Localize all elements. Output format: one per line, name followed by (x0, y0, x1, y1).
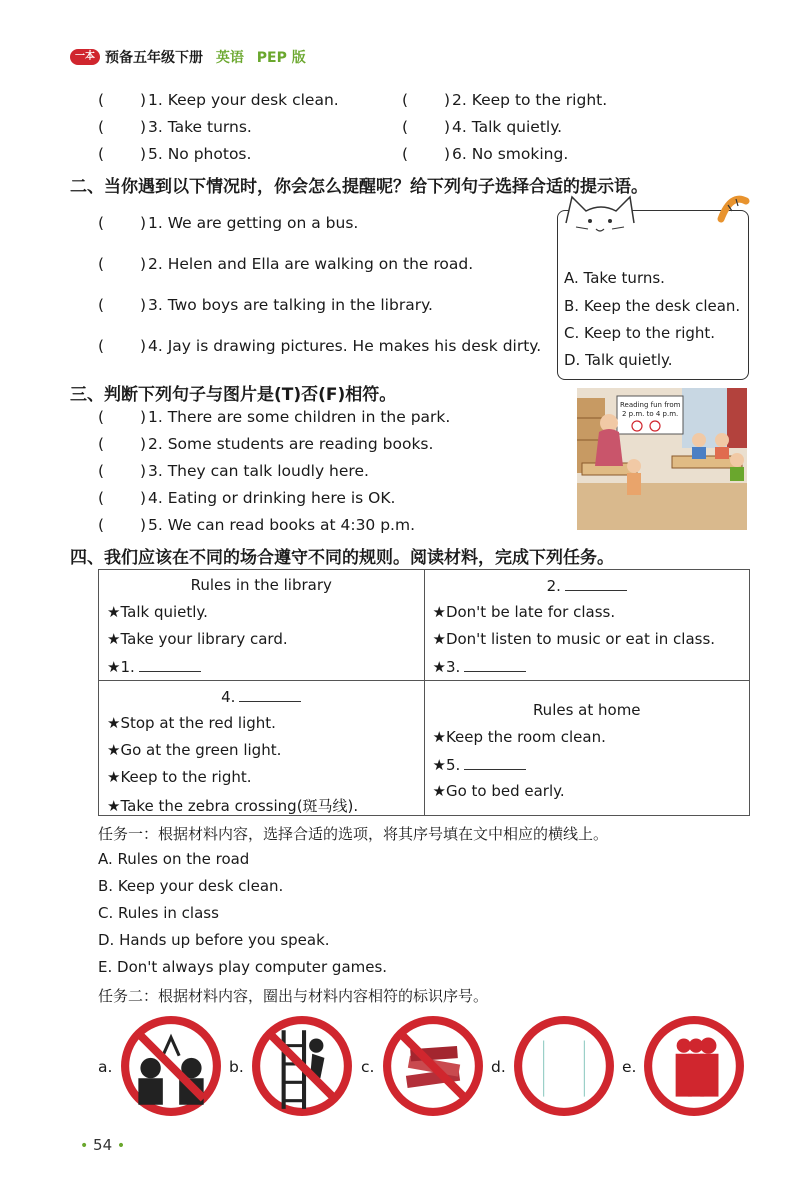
hint-option: A. Take turns. (564, 269, 665, 287)
answer-paren-close: ) (140, 118, 147, 136)
rules-cell-class (424, 570, 750, 681)
cat-icon (556, 183, 756, 243)
answer-paren[interactable]: ( (98, 408, 105, 426)
cell-line-text: ★3. (432, 658, 461, 676)
answer-paren[interactable]: ( (98, 296, 105, 314)
answer-paren-open[interactable]: ( (402, 145, 409, 163)
subject-label: 英语 (215, 50, 244, 66)
task1-option: A. Rules on the road (98, 850, 250, 868)
answer-paren[interactable]: ( (98, 489, 105, 507)
answer-paren: ) (140, 296, 147, 314)
answer-paren-open[interactable]: ( (402, 118, 409, 136)
cell-line: ★Go to bed early. (432, 782, 565, 800)
hint-options-box (557, 210, 749, 380)
task1-option: E. Don't always play computer games. (98, 958, 388, 976)
part3-item: 3. They can talk loudly here. (148, 462, 369, 480)
answer-paren: ) (140, 489, 147, 507)
part1-item: 4. Talk quietly. (452, 118, 563, 136)
cell-title-text: 2. (546, 577, 561, 595)
part1-item: 5. No photos. (148, 145, 252, 163)
brand-badge: 一本 (70, 49, 100, 65)
hint-option: C. Keep to the right. (564, 324, 716, 342)
cell-line: ★Take the zebra crossing(斑马线). (107, 797, 359, 815)
cell-title (99, 687, 424, 706)
answer-paren-open[interactable]: ( (98, 145, 105, 163)
no-books-sign-icon[interactable] (382, 1015, 484, 1117)
answer-paren-close: ) (444, 91, 451, 109)
sign-label-c: c. (361, 1058, 375, 1076)
answer-paren[interactable]: ( (98, 435, 105, 453)
part1-item: 3. Take turns. (148, 118, 252, 136)
rules-table (98, 569, 750, 816)
task1-option: B. Keep your desk clean. (98, 877, 284, 895)
answer-paren-open[interactable]: ( (98, 91, 105, 109)
part3-item: 5. We can read books at 4:30 p.m. (148, 516, 416, 534)
answer-paren-close: ) (140, 145, 147, 163)
answer-paren: ) (140, 337, 147, 355)
task1-option: D. Hands up before you speak. (98, 931, 330, 949)
cell-line (433, 755, 527, 774)
answer-paren[interactable]: ( (98, 462, 105, 480)
queue-sign-icon[interactable] (643, 1015, 745, 1117)
picture-sign-line: 2 p.m. to 4 p.m. (622, 410, 679, 418)
cell-line (433, 657, 527, 676)
part2-item: 3. Two boys are talking in the library. (148, 296, 433, 314)
cell-line-text: ★1. (107, 658, 135, 676)
sign-label-a: a. (98, 1058, 113, 1076)
fill-blank[interactable] (239, 687, 301, 702)
task2-instruction: 任务二：根据材料内容，圈出与材料内容相符的标识序号。 (98, 987, 489, 1005)
answer-paren-close: ) (444, 118, 451, 136)
sign-label-b: b. (229, 1058, 244, 1076)
part2-heading: 二、当你遇到以下情况时，你会怎么提醒呢？给下列句子选择合适的提示语。 (70, 177, 648, 197)
sign-label-e: e. (622, 1058, 637, 1076)
page-number-text: 54 (93, 1136, 113, 1154)
sign-label-d: d. (491, 1058, 506, 1076)
answer-paren-close: ) (444, 145, 451, 163)
answer-paren-close: ) (140, 91, 147, 109)
page-number (80, 1136, 125, 1154)
no-climbing-sign-icon[interactable] (251, 1015, 353, 1117)
library-picture (577, 388, 747, 530)
answer-paren[interactable]: ( (98, 214, 105, 232)
book-title-text: 预备五年级下册 (105, 50, 203, 66)
part3-item: 1. There are some children in the park. (148, 408, 451, 426)
cell-line: ★Stop at the red light. (107, 714, 276, 732)
answer-paren-open[interactable]: ( (98, 118, 105, 136)
rules-cell-home (424, 681, 750, 816)
part1-item: 2. Keep to the right. (452, 91, 608, 109)
rules-cell-road (99, 681, 425, 816)
cell-line (107, 657, 201, 676)
part3-item: 2. Some students are reading books. (148, 435, 434, 453)
fill-blank[interactable] (139, 657, 201, 672)
rules-cell-library (99, 570, 425, 681)
answer-paren: ) (140, 435, 147, 453)
hint-option: D. Talk quietly. (564, 351, 673, 369)
edition-label: PEP 版 (256, 50, 306, 66)
fill-blank[interactable] (464, 755, 526, 770)
answer-paren: ) (140, 214, 147, 232)
part2-item: 1. We are getting on a bus. (148, 214, 359, 232)
hint-option: B. Keep the desk clean. (564, 297, 741, 315)
part3-item: 4. Eating or drinking here is OK. (148, 489, 396, 507)
part1-item: 1. Keep your desk clean. (148, 91, 339, 109)
cell-line: ★Don't listen to music or eat in class. (432, 630, 716, 648)
cell-title (425, 576, 750, 595)
cell-line: ★Take your library card. (107, 630, 288, 648)
picture-sign-line: Reading fun from (620, 401, 681, 409)
part3-heading: 三、判断下列句子与图片是(T)否(F)相符。 (70, 385, 397, 405)
cell-line-text: ★5. (432, 756, 461, 774)
cell-title: Rules in the library (190, 576, 332, 594)
answer-paren[interactable]: ( (98, 516, 105, 534)
answer-paren: ) (140, 516, 147, 534)
fill-blank[interactable] (565, 576, 627, 591)
part4-heading: 四、我们应该在不同的场合遵守不同的规则。阅读材料，完成下列任务。 (70, 548, 614, 568)
no-fighting-sign-icon[interactable] (120, 1015, 222, 1117)
blank-sign-icon[interactable] (513, 1015, 615, 1117)
cell-line: ★Talk quietly. (107, 603, 208, 621)
cell-line: ★Don't be late for class. (432, 603, 616, 621)
answer-paren: ) (140, 462, 147, 480)
answer-paren[interactable]: ( (98, 337, 105, 355)
page-dot-right: • (116, 1138, 126, 1154)
fill-blank[interactable] (464, 657, 526, 672)
cell-line: ★Go at the green light. (107, 741, 282, 759)
task1-option: C. Rules in class (98, 904, 219, 922)
part2-item: 4. Jay is drawing pictures. He makes his desk dirty. (148, 337, 542, 355)
answer-paren: ) (140, 255, 147, 273)
cell-line: ★Keep the room clean. (432, 728, 606, 746)
cell-title-text: 4. (221, 688, 236, 706)
part2-item: 2. Helen and Ella are walking on the road. (148, 255, 474, 273)
cell-line: ★Keep to the right. (107, 768, 252, 786)
answer-paren: ) (140, 408, 147, 426)
part1-item: 6. No smoking. (452, 145, 569, 163)
page-dot-left: • (80, 1138, 89, 1154)
task1-instruction: 任务一：根据材料内容，选择合适的选项，将其序号填在文中相应的横线上。 (98, 825, 609, 843)
answer-paren-open[interactable]: ( (402, 91, 409, 109)
cell-title: Rules at home (532, 701, 641, 719)
book-title (105, 47, 306, 67)
answer-paren[interactable]: ( (98, 255, 105, 273)
